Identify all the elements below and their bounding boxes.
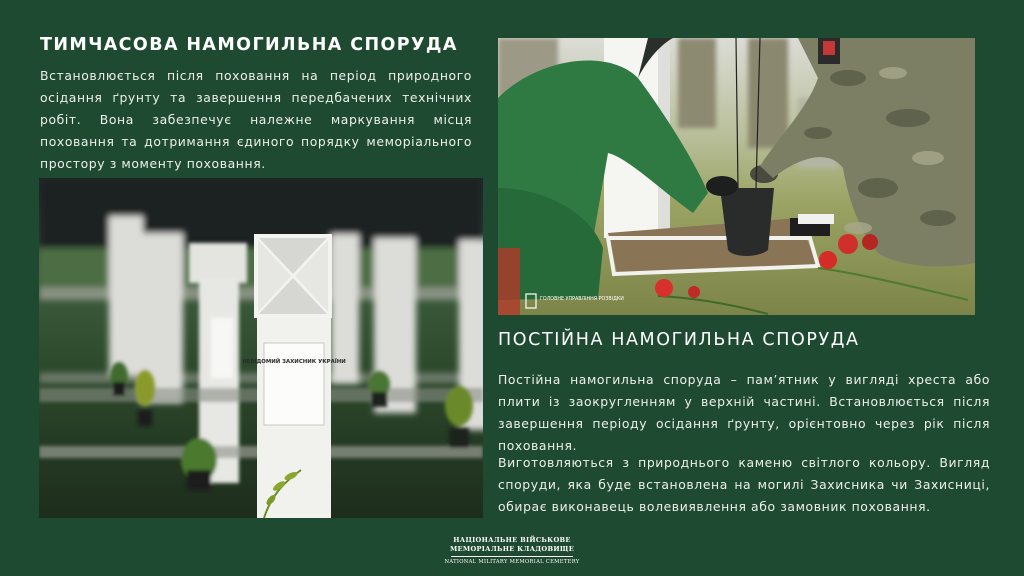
permanent-section-text-1: Постійна намогильна споруда – пам’ятник у вигляді хреста або плити із заокругленням у верхній частині. Встановлюється після завершення періоду осідання ґрунту, орієнтовно через рік після поховання. xyxy=(498,372,990,453)
cemetery-logo xyxy=(440,536,584,570)
permanent-section-text-2: Виготовляються з природнього каменю світлого кольору. Вигляд споруди, яка буде встановлена на могилі Захисника чи Захисниці, обирає виконавець волевиявлення або замовник поховання. xyxy=(498,455,990,514)
permanent-section-title: ПОСТІЙНА НАМОГИЛЬНА СПОРУДА xyxy=(498,330,860,350)
burial-ceremony-photo xyxy=(498,38,975,315)
temporary-crosses-illustration xyxy=(39,178,483,518)
temporary-section-title: ТИМЧАСОВА НАМОГИЛЬНА СПОРУДА xyxy=(40,35,458,55)
photo-watermark: ГОЛОВНЕ УПРАВЛІННЯ РОЗВІДКИ xyxy=(540,297,624,302)
temporary-crosses-photo xyxy=(39,178,483,518)
logo-divider xyxy=(451,556,573,557)
cross-plaque-text: НЕВІДОМИЙ ЗАХИСНИК УКРАЇНИ xyxy=(242,359,346,365)
temporary-section-text: Встановлюється після поховання на період природного осідання ґрунту та завершення передбачених технічних робіт. Вона забезпечує належне маркування місця поховання та дотримання єдиного порядку меморіального простору з моменту поховання. xyxy=(40,68,472,171)
logo-line-1: НАЦІОНАЛЬНЕ ВІЙСЬКОВЕ xyxy=(453,536,571,544)
logo-line-2: МЕМОРІАЛЬНЕ КЛАДОВИЩЕ xyxy=(449,545,575,553)
logo-line-3: NATIONAL MILITARY MEMORIAL CEMETERY xyxy=(444,559,580,565)
burial-ceremony-illustration xyxy=(498,38,975,315)
